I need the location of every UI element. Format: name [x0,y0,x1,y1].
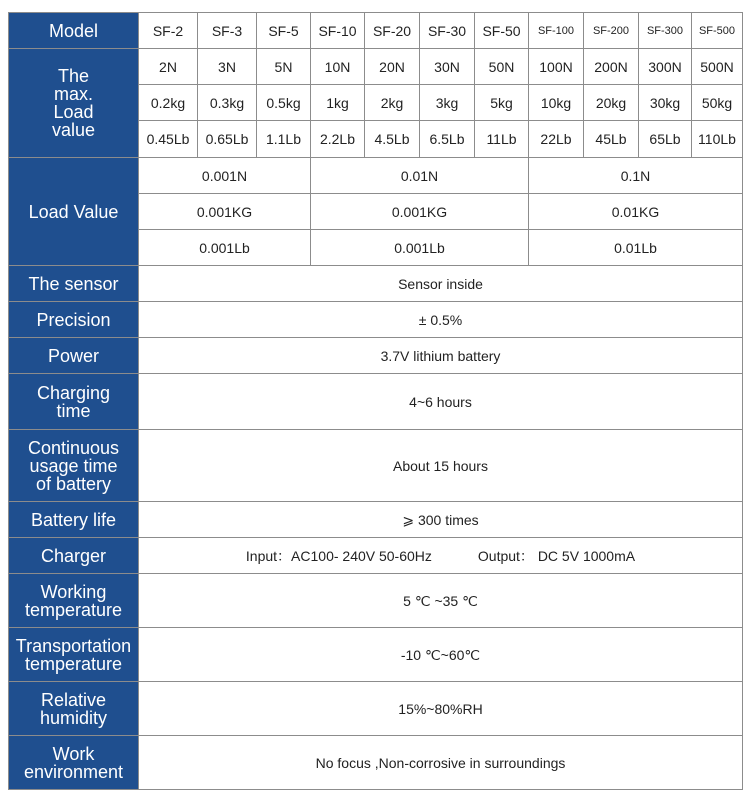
humidity-value: 15%~80%RH [139,682,743,736]
power-header: Power [9,338,139,374]
model-cell: SF-500 [692,13,743,49]
max-load-lb-cell: 45Lb [584,121,639,158]
max-load-kg-cell: 30kg [639,85,692,121]
model-cell: SF-300 [639,13,692,49]
battery-life-value: ⩾ 300 times [139,502,743,538]
resolution-cell: 0.01N [311,158,529,194]
model-cell: SF-100 [529,13,584,49]
load-value-header: Load Value [9,158,139,266]
transport-temp-row [9,628,743,682]
resolution-cell: 0.001Lb [139,230,311,266]
max-load-n-cell: 10N [311,49,365,85]
max-load-kg-cell: 1kg [311,85,365,121]
environment-value: No focus ,Non-corrosive in surroundings [139,736,743,790]
max-load-n-cell: 30N [420,49,475,85]
max-load-kg-cell: 0.3kg [198,85,257,121]
usage-value: About 15 hours [139,430,743,502]
precision-row [9,302,743,338]
working-temp-header: Working temperature [9,574,139,628]
max-load-lb-cell: 4.5Lb [365,121,420,158]
resolution-cell: 0.001N [139,158,311,194]
max-load-n-cell: 3N [198,49,257,85]
sensor-header: The sensor [9,266,139,302]
max-load-newton-row [9,49,743,85]
working-temp-value: 5 ℃ ~35 ℃ [139,574,743,628]
humidity-header: Relative humidity [9,682,139,736]
charger-output: Output： DC 5V 1000mA [477,547,636,564]
usage-header: Continuous usage time of battery [9,430,139,502]
resolution-cell: 0.01KG [529,194,743,230]
working-temp-row [9,574,743,628]
battery-life-row [9,502,743,538]
max-load-n-cell: 100N [529,49,584,85]
model-cell: SF-5 [257,13,311,49]
max-load-kg-cell: 10kg [529,85,584,121]
resolution-cell: 0.001Lb [311,230,529,266]
model-cell: SF-50 [475,13,529,49]
precision-header: Precision [9,302,139,338]
max-load-lb-cell: 2.2Lb [311,121,365,158]
max-load-n-cell: 200N [584,49,639,85]
charger-row [9,538,743,574]
max-load-lb-cell: 22Lb [529,121,584,158]
transport-temp-value: -10 ℃~60℃ [139,628,743,682]
max-load-lb-cell: 0.65Lb [198,121,257,158]
charger-input: Input：AC100- 240V 50-60Hz [245,547,432,564]
max-load-n-cell: 300N [639,49,692,85]
max-load-kg-cell: 0.5kg [257,85,311,121]
max-load-kg-cell: 5kg [475,85,529,121]
max-load-kg-cell: 50kg [692,85,743,121]
max-load-lb-cell: 6.5Lb [420,121,475,158]
usage-row [9,430,743,502]
resolution-cell: 0.001KG [311,194,529,230]
charger-value [139,538,743,574]
charger-header: Charger [9,538,139,574]
max-load-lb-cell: 0.45Lb [139,121,198,158]
max-load-n-cell: 50N [475,49,529,85]
model-cell: SF-2 [139,13,198,49]
max-load-n-cell: 2N [139,49,198,85]
max-load-kg-cell: 0.2kg [139,85,198,121]
charging-row [9,374,743,430]
humidity-row [9,682,743,736]
power-value: 3.7V lithium battery [139,338,743,374]
transport-temp-header: Transportation temperature [9,628,139,682]
model-header: Model [9,13,139,49]
resolution-cell: 0.01Lb [529,230,743,266]
max-load-kg-cell: 20kg [584,85,639,121]
model-cell: SF-30 [420,13,475,49]
max-load-lb-cell: 65Lb [639,121,692,158]
resolution-newton-row [9,158,743,194]
resolution-cell: 0.1N [529,158,743,194]
charging-value: 4~6 hours [139,374,743,430]
resolution-cell: 0.001KG [139,194,311,230]
sensor-value: Sensor inside [139,266,743,302]
precision-value: ± 0.5% [139,302,743,338]
max-load-lb-cell: 11Lb [475,121,529,158]
max-load-n-cell: 5N [257,49,311,85]
model-cell: SF-20 [365,13,420,49]
max-load-lb-cell: 110Lb [692,121,743,158]
environment-row [9,736,743,790]
environment-header: Work environment [9,736,139,790]
max-load-kg-cell: 3kg [420,85,475,121]
max-load-kg-cell: 2kg [365,85,420,121]
model-cell: SF-10 [311,13,365,49]
charging-header: Charging time [9,374,139,430]
power-row [9,338,743,374]
model-cell: SF-200 [584,13,639,49]
sensor-row [9,266,743,302]
model-row [9,13,743,49]
battery-life-header: Battery life [9,502,139,538]
max-load-n-cell: 500N [692,49,743,85]
model-cell: SF-3 [198,13,257,49]
max-load-header: The max. Load value [9,49,139,158]
max-load-n-cell: 20N [365,49,420,85]
spec-table [8,12,743,790]
max-load-lb-cell: 1.1Lb [257,121,311,158]
